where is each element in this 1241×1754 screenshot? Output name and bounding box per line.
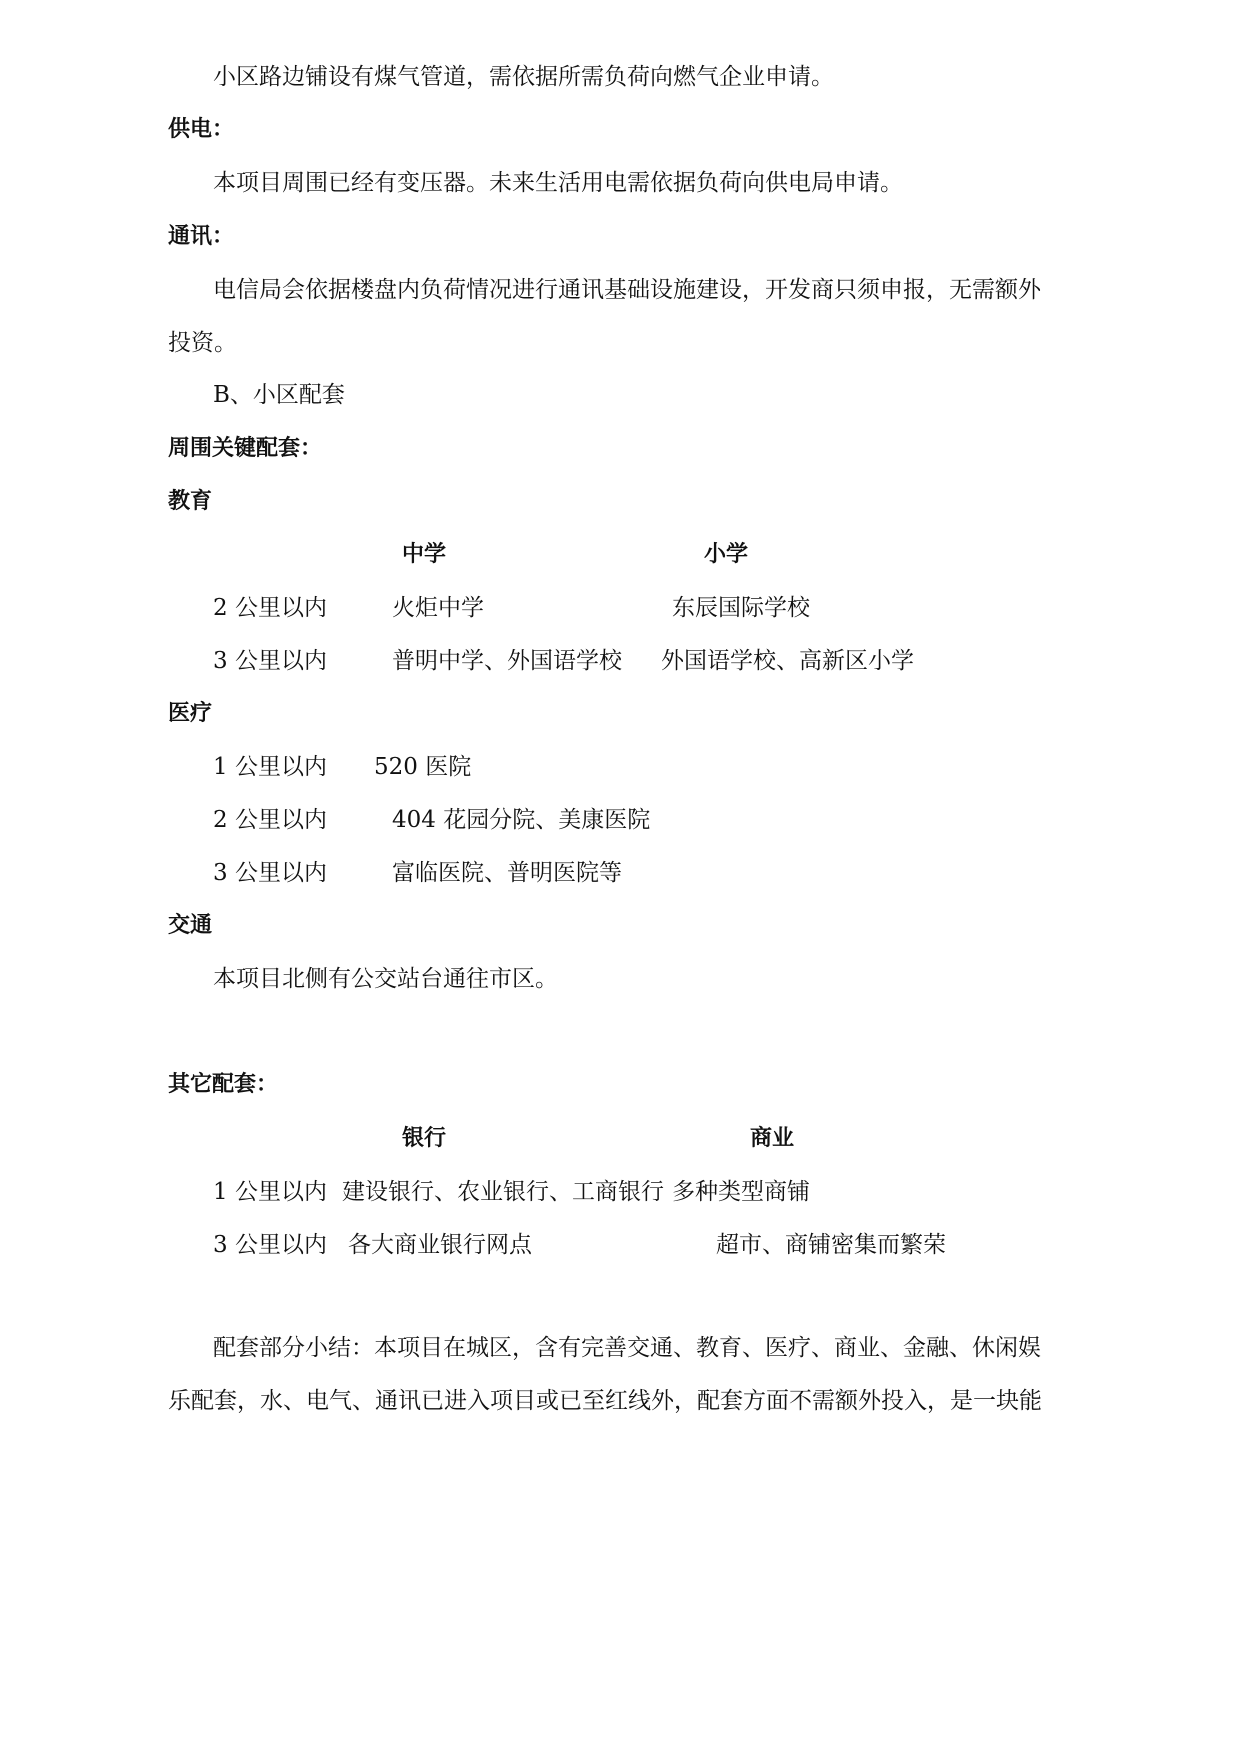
other-facilities-heading: 其它配套： bbox=[168, 1072, 279, 1097]
other-row-2-commerce: 超市、商铺密集而繁荣 bbox=[716, 1232, 946, 1258]
power-paragraph: 本项目周围已经有变压器。未来生活用电需依据负荷向供电局申请。 bbox=[213, 170, 903, 196]
gas-paragraph: 小区路边铺设有煤气管道，需依据所需负荷向燃气企业申请。 bbox=[213, 64, 834, 90]
education-row-2-primary: 外国语学校、高新区小学 bbox=[661, 648, 914, 674]
other-col-bank: 银行 bbox=[402, 1126, 447, 1151]
section-b-heading: B、小区配套 bbox=[213, 382, 345, 408]
transport-paragraph: 本项目北侧有公交站台通往市区。 bbox=[213, 966, 558, 992]
other-row-2-bank: 各大商业银行网点 bbox=[348, 1232, 532, 1258]
other-col-commerce: 商业 bbox=[750, 1126, 795, 1151]
education-row-2-range: 3 公里以内 bbox=[213, 648, 327, 674]
education-row-1-middle: 火炬中学 bbox=[392, 595, 484, 621]
education-row-2-middle: 普明中学、外国语学校 bbox=[392, 648, 622, 674]
other-row-1-commerce: 多种类型商铺 bbox=[672, 1179, 810, 1205]
telecom-paragraph-line-2: 投资。 bbox=[168, 330, 237, 356]
transport-heading: 交通 bbox=[168, 913, 213, 938]
medical-row-2-value: 404 花园分院、美康医院 bbox=[392, 807, 651, 833]
education-heading: 教育 bbox=[168, 489, 213, 514]
education-row-1-range: 2 公里以内 bbox=[213, 595, 327, 621]
key-facilities-heading: 周围关键配套： bbox=[168, 436, 323, 461]
medical-row-3-range: 3 公里以内 bbox=[213, 860, 327, 886]
medical-row-1-range: 1 公里以内 bbox=[213, 754, 327, 780]
medical-heading: 医疗 bbox=[168, 701, 213, 726]
telecom-paragraph-line-1: 电信局会依据楼盘内负荷情况进行通讯基础设施建设，开发商只须申报，无需额外 bbox=[213, 277, 1041, 303]
medical-row-1-value: 520 医院 bbox=[374, 754, 472, 780]
medical-row-3-value: 富临医院、普明医院等 bbox=[392, 860, 622, 886]
summary-line-1: 配套部分小结：本项目在城区，含有完善交通、教育、医疗、商业、金融、休闲娱 bbox=[213, 1335, 1041, 1361]
education-col-middle-school: 中学 bbox=[402, 542, 447, 567]
other-row-1-range: 1 公里以内 bbox=[213, 1179, 327, 1205]
other-row-1-bank: 建设银行、农业银行、工商银行 bbox=[342, 1179, 664, 1205]
education-row-1-primary: 东辰国际学校 bbox=[672, 595, 810, 621]
education-col-primary-school: 小学 bbox=[704, 542, 749, 567]
telecom-heading: 通讯： bbox=[168, 224, 235, 249]
power-heading: 供电： bbox=[168, 117, 235, 142]
medical-row-2-range: 2 公里以内 bbox=[213, 807, 327, 833]
summary-line-2: 乐配套，水、电气、通讯已进入项目或已至红线外，配套方面不需额外投入，是一块能 bbox=[168, 1388, 1042, 1414]
other-row-2-range: 3 公里以内 bbox=[213, 1232, 327, 1258]
